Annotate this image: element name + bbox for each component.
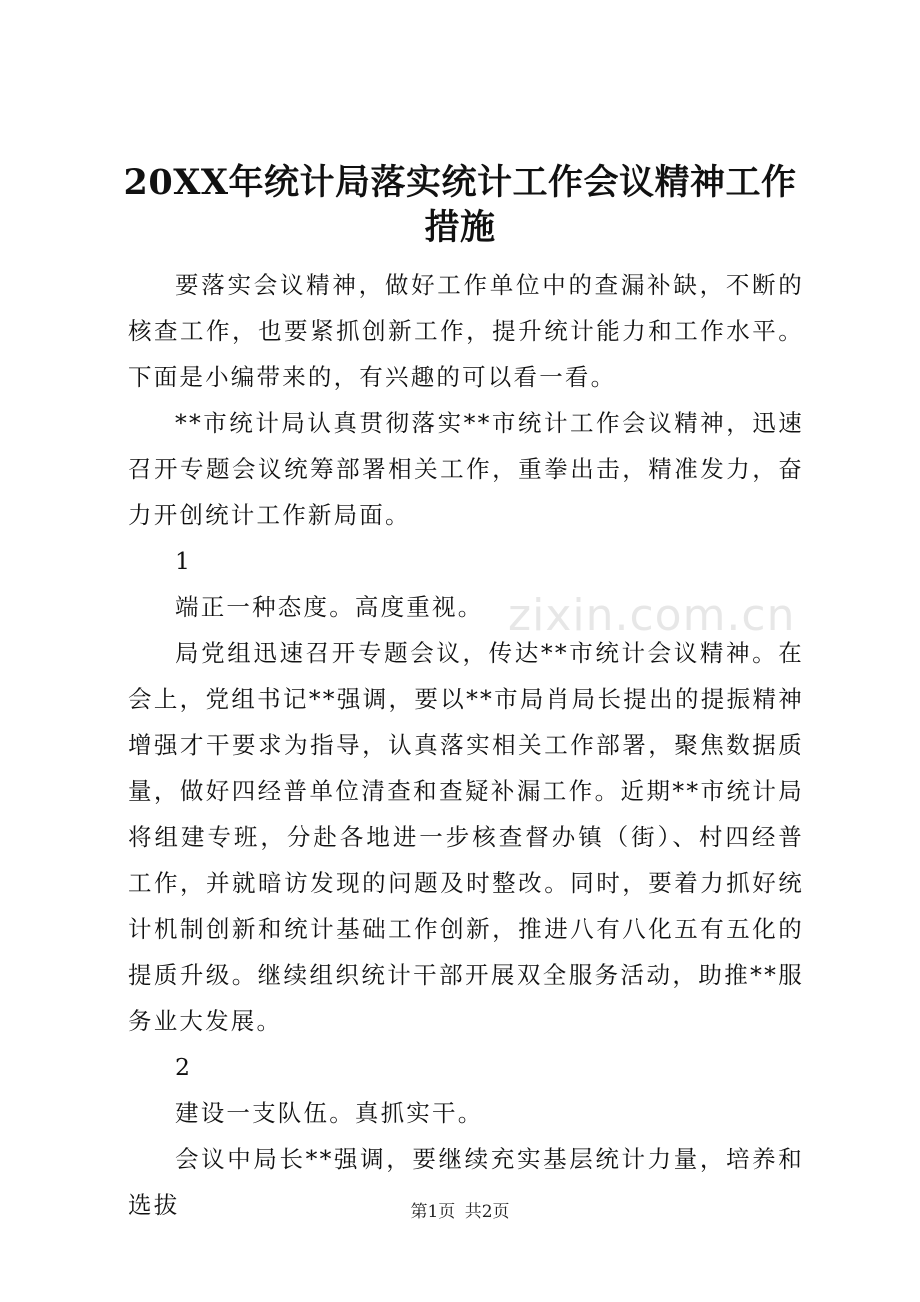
page-total: 共2页 xyxy=(464,1202,510,1222)
page-footer xyxy=(0,1200,920,1224)
summary-paragraph: **市统计局认真贯彻落实**市统计工作会议精神，迅速召开专题会议统筹部署相关工作，重拳出击，精准发力，奋力开创统计工作新局面。 xyxy=(128,409,804,529)
document-body xyxy=(128,262,804,1228)
page-number: 第1页 xyxy=(410,1202,456,1222)
section-paragraph-1: 局党组迅速召开专题会议，传达**市统计会议精神。在会上，党组书记**强调，要以**市局肖局长提出的提振精神增强才干要求为指导，认真落实相关工作部署，聚焦数据质量，做好四经普单位清查和查疑补漏工作。近期**市统计局将组建专班，分赴各地进一步核查督办镇（街）、村四经普工作，并就暗访发现的问题及时整改。同时，要着力抓好统计机制创新和统计基础工作创新，推进八有八化五有五化的提质升级。继续组织统计干部开展双全服务活动，助推**服务业大发展。 xyxy=(128,639,804,1035)
section-heading-2: 建设一支队伍。真抓实干。 xyxy=(175,1099,484,1127)
watermark: zixin.com.cn xyxy=(508,590,796,641)
section-heading-1: 端正一种态度。高度重视。 xyxy=(175,593,484,621)
intro-paragraph: 要落实会议精神，做好工作单位中的查漏补缺，不断的核查工作，也要紧抓创新工作，提升统计能力和工作水平。下面是小编带来的，有兴趣的可以看一看。 xyxy=(128,271,804,391)
section-number-1: 1 xyxy=(175,547,193,575)
section-number-2: 2 xyxy=(175,1053,193,1081)
section-paragraph-2: 会议中局长**强调，要继续充实基层统计力量，培养和选拔 xyxy=(128,1145,804,1219)
document-title: 20XX年统计局落实统计工作会议精神工作措施 xyxy=(123,162,797,248)
